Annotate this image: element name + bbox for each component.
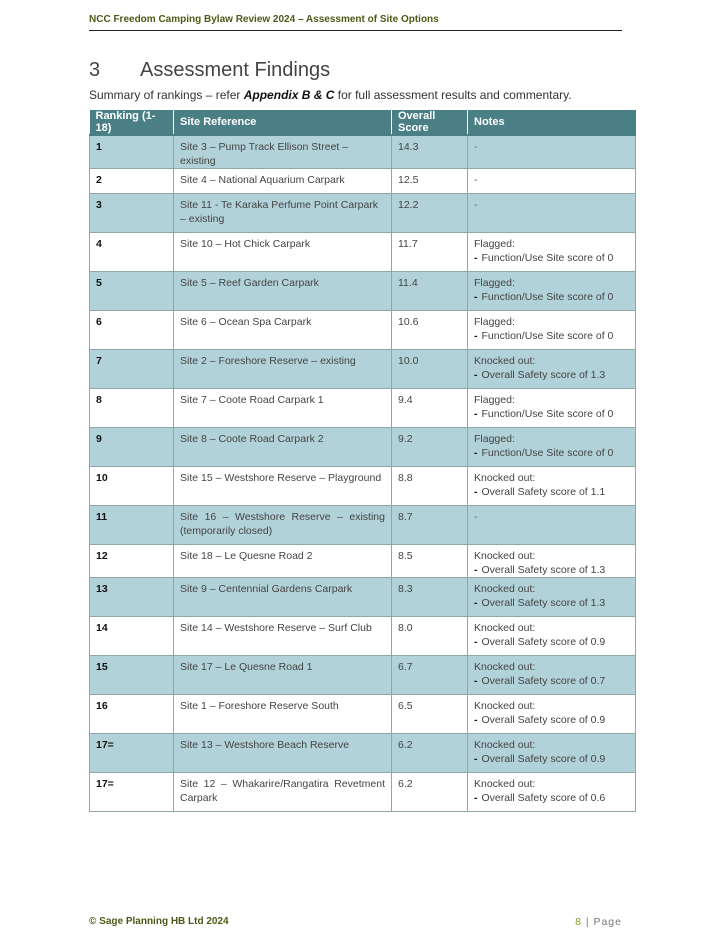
site-reference-cell: Site 15 – Westshore Reserve – Playground (174, 467, 392, 506)
table-header-row (90, 110, 636, 135)
table-row (90, 169, 636, 194)
overall-score-cell: 8.7 (392, 506, 468, 545)
site-reference-cell: Site 17 – Le Quesne Road 1 (174, 656, 392, 695)
bullet-dash: - (474, 291, 478, 303)
bullet-dash: - (474, 753, 478, 765)
bullet-dash: - (474, 564, 478, 576)
ranking-cell: 16 (90, 695, 174, 734)
table-row (90, 135, 636, 169)
note-item (474, 446, 629, 460)
table-row (90, 656, 636, 695)
overall-score-cell: 11.7 (392, 233, 468, 272)
table-row (90, 578, 636, 617)
notes-cell (468, 272, 636, 311)
overall-score-cell: 8.3 (392, 578, 468, 617)
ranking-cell: 9 (90, 428, 174, 467)
notes-cell (468, 350, 636, 389)
overall-score-cell: 6.2 (392, 773, 468, 812)
table-row (90, 545, 636, 578)
notes-cell (468, 656, 636, 695)
bullet-dash: - (474, 792, 478, 804)
overall-score-cell: 12.2 (392, 194, 468, 233)
bullet-dash: - (474, 447, 478, 459)
bullet-dash: - (474, 597, 478, 609)
site-reference-cell: Site 4 – National Aquarium Carpark (174, 169, 392, 194)
note-item (474, 251, 629, 265)
ranking-cell: 6 (90, 311, 174, 350)
overall-score-cell: 14.3 (392, 135, 468, 169)
notes-cell (468, 194, 636, 233)
note-title: - (474, 141, 478, 153)
note-item (474, 713, 629, 727)
site-reference-cell: Site 2 – Foreshore Reserve – existing (174, 350, 392, 389)
note-title: Knocked out: (474, 550, 536, 562)
column-header-ranking: Ranking (1-18) (90, 110, 174, 135)
summary-suffix: for full assessment results and commentary. (334, 88, 572, 102)
column-header-site: Site Reference (174, 110, 392, 135)
note-item-text: Overall Safety score of 1.1 (481, 486, 606, 498)
note-item-text: Function/Use Site score of 0 (481, 291, 614, 303)
note-item-text: Overall Safety score of 0.9 (481, 753, 606, 765)
ranking-cell: 13 (90, 578, 174, 617)
note-item (474, 791, 629, 805)
site-reference-cell: Site 7 – Coote Road Carpark 1 (174, 389, 392, 428)
column-header-score: Overall Score (392, 110, 468, 135)
overall-score-cell: 6.7 (392, 656, 468, 695)
note-title: Knocked out: (474, 472, 536, 484)
ranking-cell: 17= (90, 773, 174, 812)
note-item-text: Function/Use Site score of 0 (481, 408, 614, 420)
overall-score-cell: 6.2 (392, 734, 468, 773)
ranking-cell: 4 (90, 233, 174, 272)
note-item-text: Overall Safety score of 0.7 (481, 675, 606, 687)
note-item (474, 635, 629, 649)
site-reference-cell: Site 9 – Centennial Gardens Carpark (174, 578, 392, 617)
note-title: - (474, 174, 478, 186)
note-item-text: Function/Use Site score of 0 (481, 447, 614, 459)
note-item (474, 368, 629, 382)
overall-score-cell: 8.8 (392, 467, 468, 506)
site-reference-cell: Site 16 – Westshore Reserve – existing (temporarily closed) (174, 506, 392, 545)
note-title: Flagged: (474, 238, 515, 250)
note-item-text: Overall Safety score of 0.9 (481, 714, 606, 726)
section-number: 3 (89, 59, 101, 81)
ranking-cell: 7 (90, 350, 174, 389)
note-item (474, 407, 629, 421)
notes-cell (468, 311, 636, 350)
page-label: | Page (581, 916, 622, 928)
note-title: Knocked out: (474, 661, 536, 673)
ranking-cell: 2 (90, 169, 174, 194)
site-reference-cell: Site 5 – Reef Garden Carpark (174, 272, 392, 311)
note-title: Flagged: (474, 433, 515, 445)
notes-cell (468, 773, 636, 812)
note-title: Knocked out: (474, 778, 536, 790)
bullet-dash: - (474, 714, 478, 726)
table-row (90, 272, 636, 311)
site-reference-cell: Site 6 – Ocean Spa Carpark (174, 311, 392, 350)
notes-cell (468, 169, 636, 194)
bullet-dash: - (474, 675, 478, 687)
note-item (474, 485, 629, 499)
bullet-dash: - (474, 486, 478, 498)
note-title: Flagged: (474, 277, 515, 289)
overall-score-cell: 9.4 (392, 389, 468, 428)
header-divider (89, 30, 622, 31)
table-row (90, 617, 636, 656)
overall-score-cell: 8.0 (392, 617, 468, 656)
footer-copyright: © Sage Planning HB Ltd 2024 (89, 916, 229, 927)
overall-score-cell: 6.5 (392, 695, 468, 734)
notes-cell (468, 545, 636, 578)
notes-cell (468, 428, 636, 467)
summary-text (89, 88, 572, 102)
summary-prefix: Summary of rankings – refer (89, 88, 244, 102)
overall-score-cell: 9.2 (392, 428, 468, 467)
table-row (90, 311, 636, 350)
note-title: Knocked out: (474, 622, 536, 634)
notes-cell (468, 389, 636, 428)
section-heading (89, 59, 330, 82)
site-reference-cell: Site 1 – Foreshore Reserve South (174, 695, 392, 734)
site-reference-cell: Site 18 – Le Quesne Road 2 (174, 545, 392, 578)
table-row (90, 773, 636, 812)
page-number: 8 (575, 916, 582, 928)
bullet-dash: - (474, 252, 478, 264)
overall-score-cell: 12.5 (392, 169, 468, 194)
note-item (474, 752, 629, 766)
note-title: Flagged: (474, 394, 515, 406)
overall-score-cell: 8.5 (392, 545, 468, 578)
table-row (90, 350, 636, 389)
note-item (474, 563, 629, 577)
table-row (90, 233, 636, 272)
table-row (90, 389, 636, 428)
notes-cell (468, 734, 636, 773)
note-item (474, 329, 629, 343)
note-item-text: Function/Use Site score of 0 (481, 330, 614, 342)
bullet-dash: - (474, 636, 478, 648)
bullet-dash: - (474, 369, 478, 381)
footer-page (575, 916, 622, 928)
site-reference-cell: Site 14 – Westshore Reserve – Surf Club (174, 617, 392, 656)
note-item (474, 674, 629, 688)
table-row (90, 506, 636, 545)
notes-cell (468, 135, 636, 169)
site-reference-cell: Site 3 – Pump Track Ellison Street – existing (174, 135, 392, 169)
site-reference-cell: Site 11 - Te Karaka Perfume Point Carpark – existing (174, 194, 392, 233)
site-reference-cell: Site 12 – Whakarire/Rangatira Revetment Carpark (174, 773, 392, 812)
note-item (474, 596, 629, 610)
notes-cell (468, 617, 636, 656)
bullet-dash: - (474, 330, 478, 342)
overall-score-cell: 11.4 (392, 272, 468, 311)
table-row (90, 734, 636, 773)
ranking-cell: 17= (90, 734, 174, 773)
bullet-dash: - (474, 408, 478, 420)
ranking-cell: 14 (90, 617, 174, 656)
notes-cell (468, 506, 636, 545)
notes-cell (468, 233, 636, 272)
note-title: Knocked out: (474, 739, 536, 751)
table-row (90, 467, 636, 506)
note-item-text: Overall Safety score of 1.3 (481, 564, 606, 576)
column-header-notes: Notes (468, 110, 636, 135)
ranking-cell: 3 (90, 194, 174, 233)
table-row (90, 194, 636, 233)
site-reference-cell: Site 8 – Coote Road Carpark 2 (174, 428, 392, 467)
note-item (474, 290, 629, 304)
ranking-cell: 5 (90, 272, 174, 311)
note-item-text: Overall Safety score of 1.3 (481, 369, 606, 381)
site-reference-cell: Site 10 – Hot Chick Carpark (174, 233, 392, 272)
ranking-cell: 1 (90, 135, 174, 169)
table-row (90, 695, 636, 734)
note-item-text: Overall Safety score of 0.6 (481, 792, 606, 804)
appendix-reference: Appendix B & C (243, 88, 335, 102)
note-title: - (474, 199, 478, 211)
ranking-cell: 11 (90, 506, 174, 545)
note-title: Knocked out: (474, 355, 536, 367)
rankings-table (89, 110, 636, 812)
running-header: NCC Freedom Camping Bylaw Review 2024 – Assessment of Site Options (89, 14, 439, 25)
ranking-cell: 10 (90, 467, 174, 506)
overall-score-cell: 10.0 (392, 350, 468, 389)
note-title: Flagged: (474, 316, 515, 328)
note-item-text: Function/Use Site score of 0 (481, 252, 614, 264)
ranking-cell: 8 (90, 389, 174, 428)
notes-cell (468, 695, 636, 734)
note-title: - (474, 511, 478, 523)
note-title: Knocked out: (474, 700, 536, 712)
overall-score-cell: 10.6 (392, 311, 468, 350)
note-title: Knocked out: (474, 583, 536, 595)
ranking-cell: 15 (90, 656, 174, 695)
table-row (90, 428, 636, 467)
notes-cell (468, 578, 636, 617)
section-title: Assessment Findings (140, 59, 331, 81)
table-body (90, 135, 636, 812)
ranking-cell: 12 (90, 545, 174, 578)
note-item-text: Overall Safety score of 1.3 (481, 597, 606, 609)
note-item-text: Overall Safety score of 0.9 (481, 636, 606, 648)
site-reference-cell: Site 13 – Westshore Beach Reserve (174, 734, 392, 773)
notes-cell (468, 467, 636, 506)
